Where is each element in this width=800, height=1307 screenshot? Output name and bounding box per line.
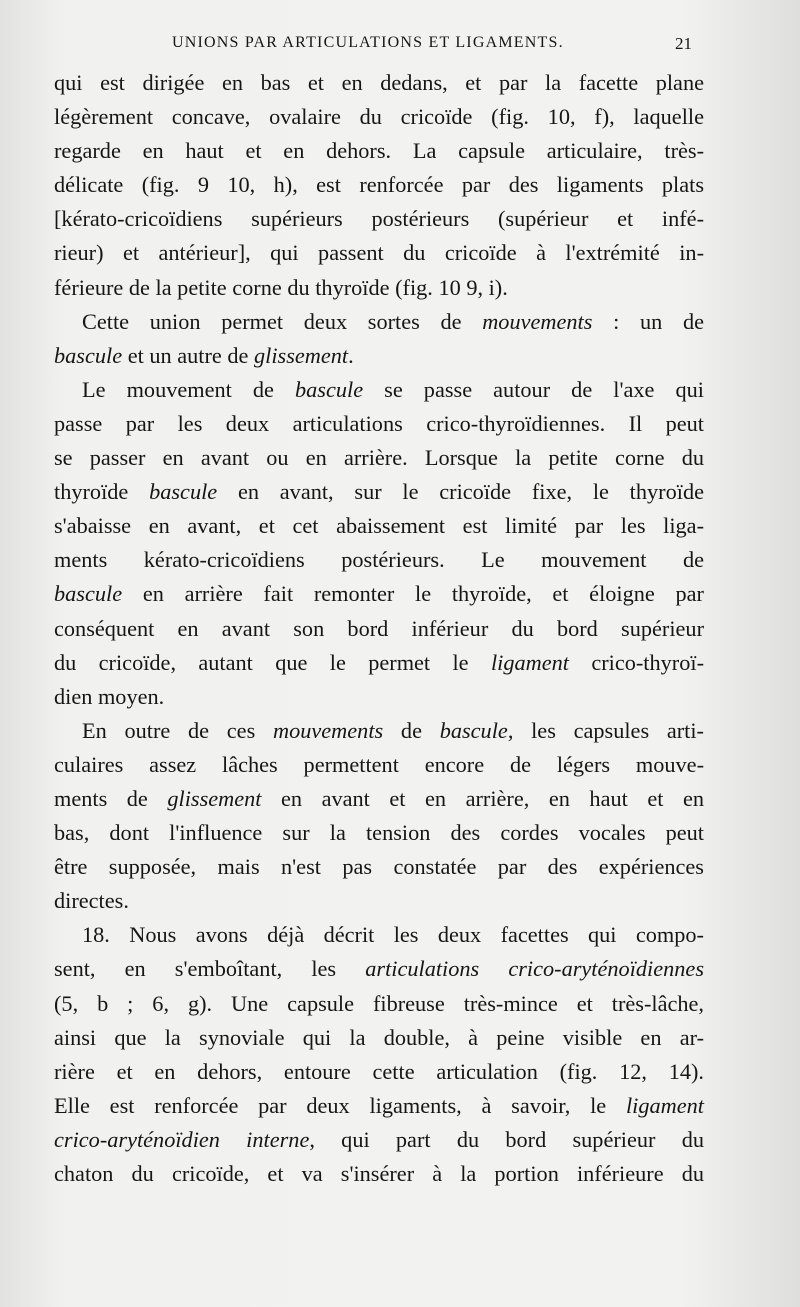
page-header	[172, 34, 692, 60]
page-number: 21	[675, 34, 692, 53]
text-line: thyroïde bascule en avant, sur le cricoïde fixe, le thyroïde	[54, 479, 704, 505]
text-line: être supposée, mais n'est pas constatée par des expériences	[54, 854, 704, 880]
text-line: (5, b ; 6, g). Une capsule fibreuse très-mince et très-lâche,	[54, 990, 704, 1016]
text-line: directes.	[54, 888, 129, 914]
text-line: Cette union permet deux sortes de mouvements : un de	[82, 308, 704, 334]
text-line: dien moyen.	[54, 683, 165, 709]
text-line: s'abaisse en avant, et cet abaissement est limité par les liga-	[54, 513, 704, 539]
text-line: se passer en avant ou en arrière. Lorsque la petite corne du	[54, 445, 704, 471]
text-line: regarde en haut et en dehors. La capsule articulaire, très-	[54, 138, 704, 164]
text-line: bascule et un autre de glissement.	[54, 342, 354, 368]
text-line: bas, dont l'influence sur la tension des cordes vocales peut	[54, 820, 704, 846]
text-line: 18. Nous avons déjà décrit les deux facettes qui compo-	[82, 922, 704, 948]
text-line: rieur) et antérieur], qui passent du cricoïde à l'extrémité in-	[54, 240, 704, 266]
text-line: Elle est renforcée par deux ligaments, à savoir, le ligament	[54, 1092, 704, 1118]
text-line: ments de glissement en avant et en arrière, en haut et en	[54, 785, 704, 811]
running-title: UNIONS PAR ARTICULATIONS ET LIGAMENTS.	[172, 34, 564, 51]
text-line: ments kérato-cricoïdiens postérieurs. Le mouvement de	[54, 547, 704, 573]
text-line: férieure de la petite corne du thyroïde (fig. 10 9, i).	[54, 274, 508, 300]
text-line: crico-aryténoïdien interne, qui part du bord supérieur du	[54, 1126, 704, 1152]
text-line: Le mouvement de bascule se passe autour de l'axe qui	[82, 376, 704, 402]
text-line: délicate (fig. 9 10, h), est renforcée par des ligaments plats	[54, 172, 704, 198]
text-line: bascule en arrière fait remonter le thyroïde, et éloigne par	[54, 581, 704, 607]
text-line: rière et en dehors, entoure cette articulation (fig. 12, 14).	[54, 1058, 704, 1084]
text-line: qui est dirigée en bas et en dedans, et par la facette plane	[54, 70, 704, 95]
text-line: ainsi que la synoviale qui la double, à peine visible en ar-	[54, 1024, 704, 1050]
text-line: conséquent en avant son bord inférieur du bord supérieur	[54, 615, 704, 641]
text-line: chaton du cricoïde, et va s'insérer à la portion inférieure du	[54, 1161, 704, 1186]
text-line: légèrement concave, ovalaire du cricoïde (fig. 10, f), laquelle	[54, 104, 704, 130]
text-line: sent, en s'emboîtant, les articulations crico-aryténoïdiennes	[54, 956, 704, 982]
text-line: du cricoïde, autant que le permet le ligament crico-thyroï-	[54, 649, 704, 675]
text-line: culaires assez lâches permettent encore de légers mouve-	[54, 751, 704, 777]
text-line: En outre de ces mouvements de bascule, les capsules arti-	[82, 717, 704, 743]
text-line: [kérato-cricoïdiens supérieurs postérieurs (supérieur et infé-	[54, 206, 704, 232]
body-text	[54, 66, 704, 1191]
text-line: passe par les deux articulations crico-thyroïdiennes. Il peut	[54, 410, 704, 436]
